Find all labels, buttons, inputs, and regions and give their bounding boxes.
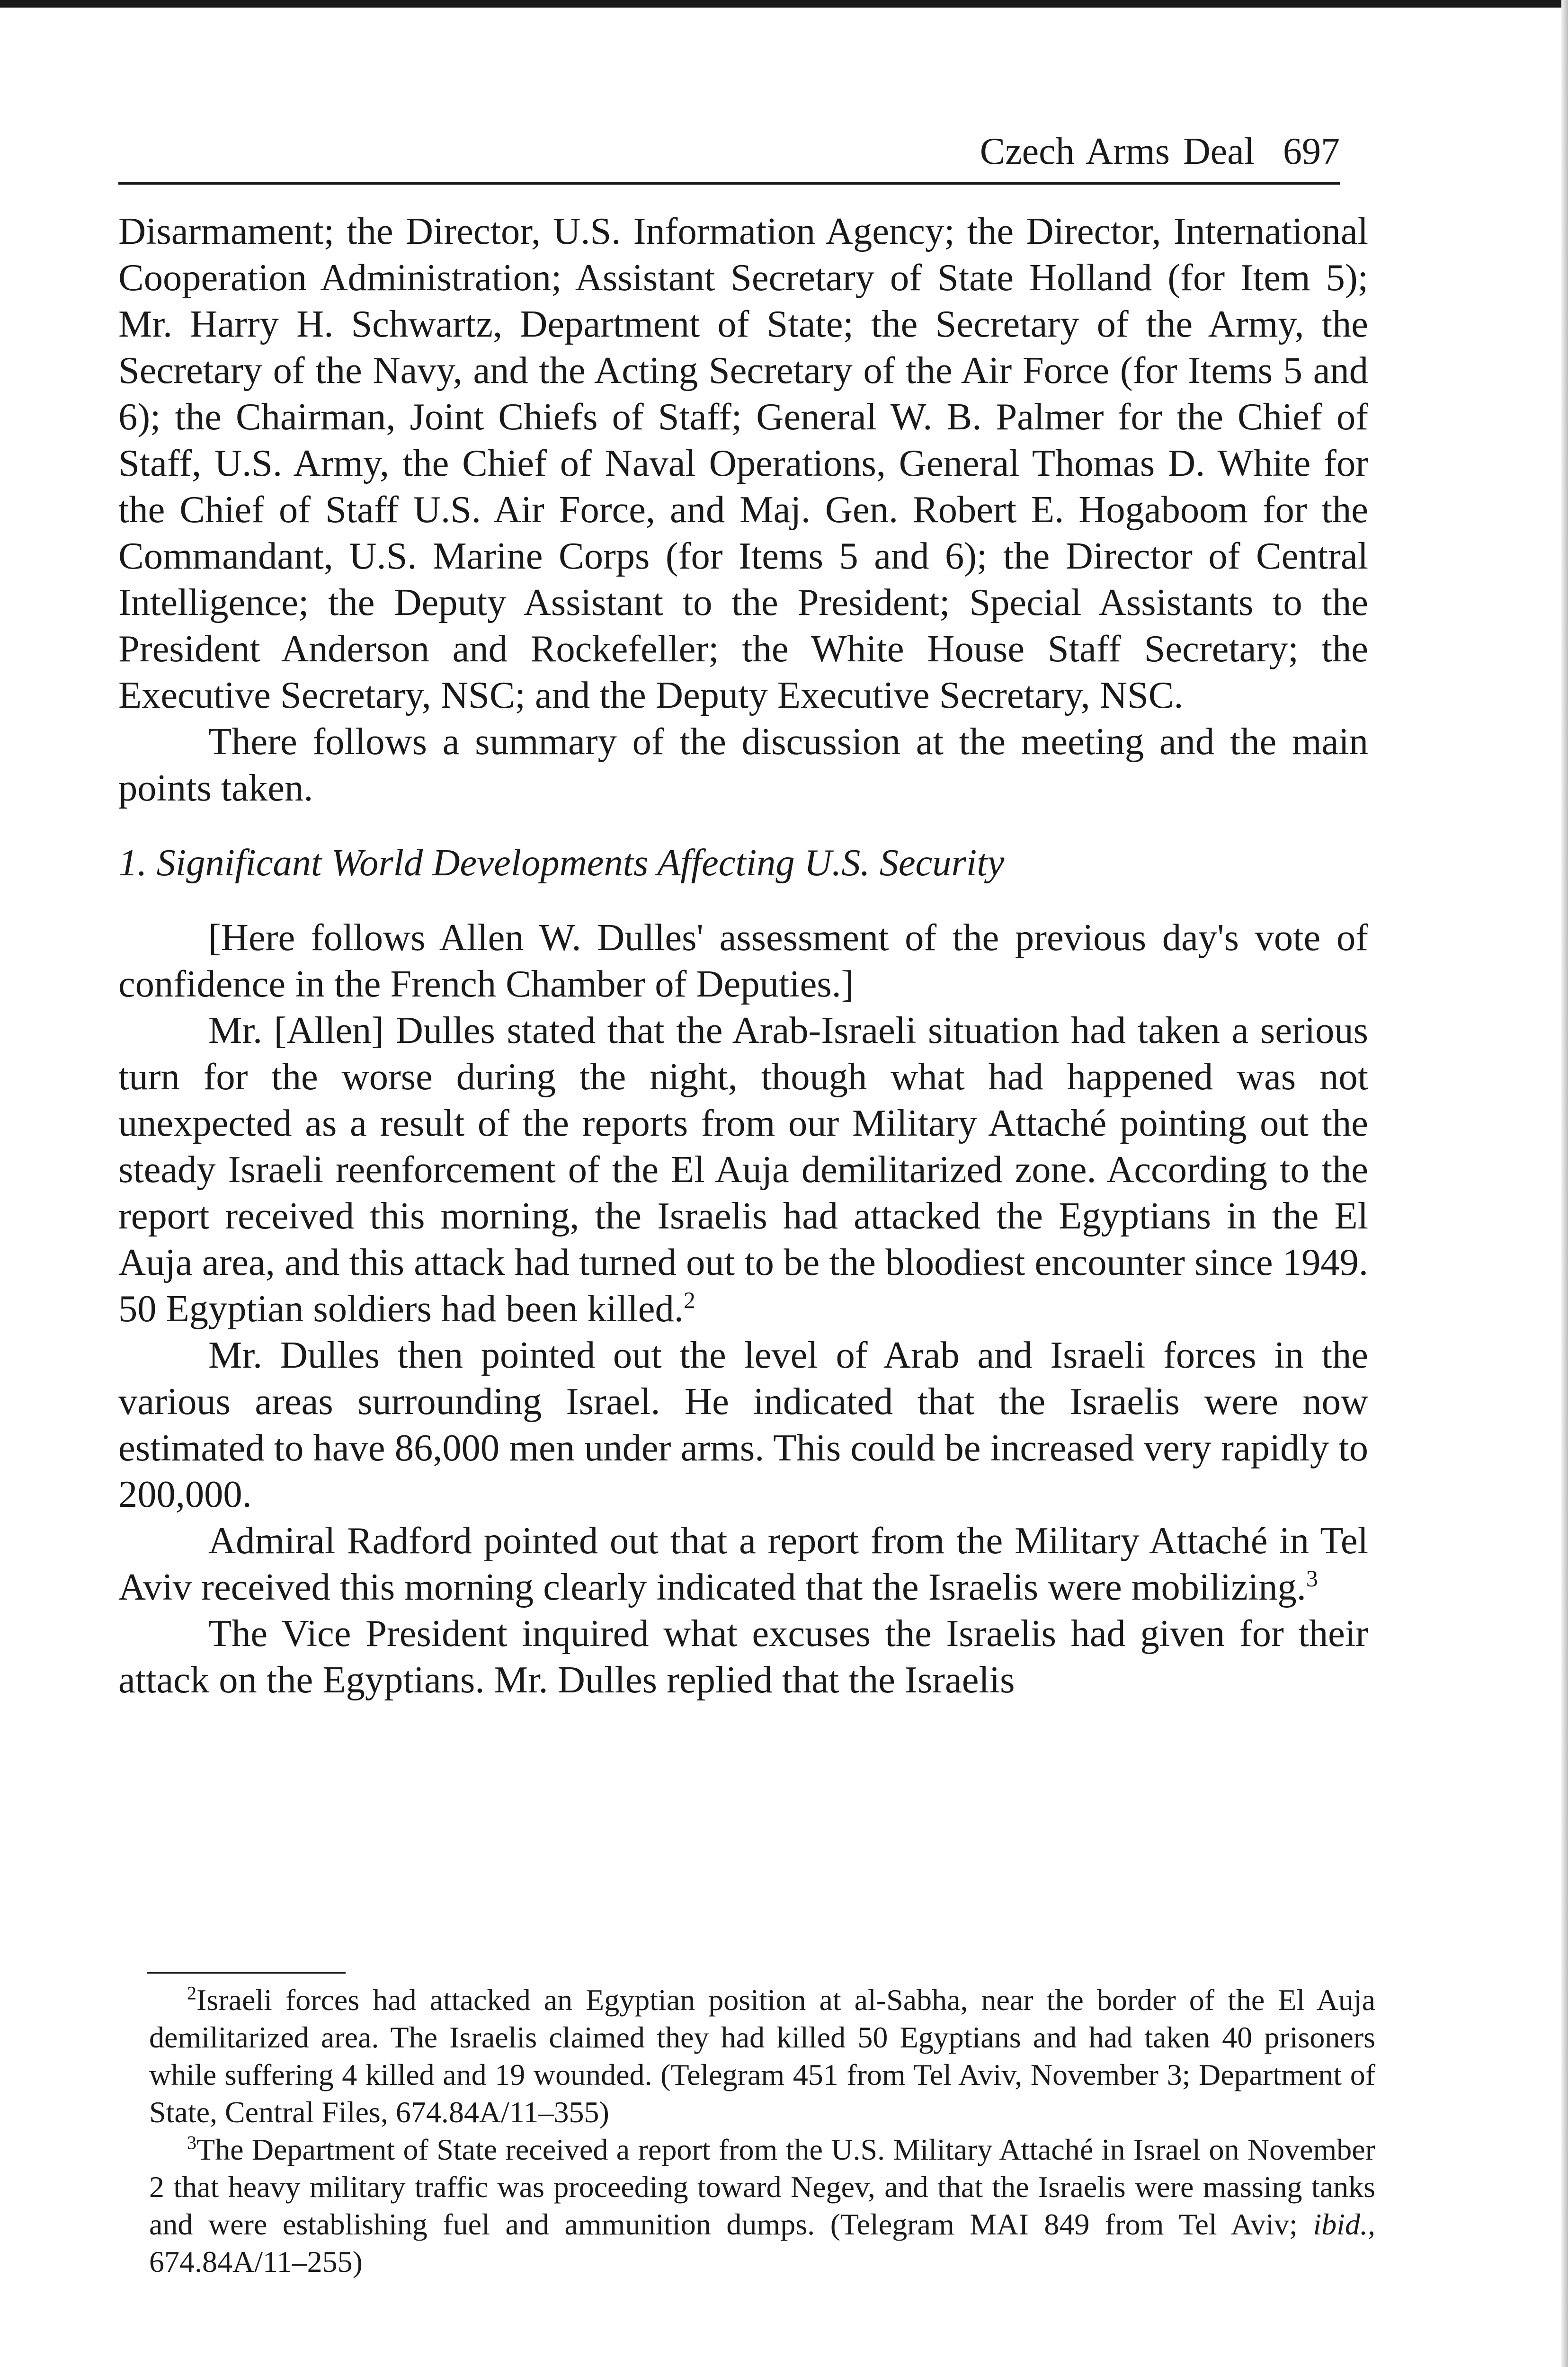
paragraph-attendees: Disarmament; the Director, U.S. Information Agency; the Director, International Cooperation Administration; Assistant Secretary of State Holland (for Item 5); Mr. Harry H. Schwartz, Department of State; the Secretary of the Army, the Secretary of the Navy, and the Acting Secretary of the Air Force (for Items 5 and 6); the Chairman, Joint Chiefs of Staff; General W. B. Palmer for the Chief of Staff, U.S. Army, the Chief of Naval Operations, General Thomas D. White for the Chief of Staff U.S. Air Force, and Maj. Gen. Robert E. Hogaboom for the Commandant, U.S. Marine Corps (for Items 5 and 6); the Director of Central Intelligence; the Deputy Assistant to the President; Special Assistants to the President Anderson and Rockefeller; the White House Staff Secretary; the Executive Secretary, NSC; and the Deputy Executive Secretary, NSC. [118,210,1368,716]
paragraph-radford-text: Admiral Radford pointed out that a report from the Military Attaché in Tel Aviv received this morning clearly indicated that the Israelis were mobilizing. [118,1520,1368,1608]
paragraph-radford [118,1518,1368,1611]
paragraph-summary: There follows a summary of the discussion at the meeting and the main points taken. [118,721,1368,809]
section-heading: 1. Significant World Developments Affecting U.S. Security [118,842,1005,884]
scan-top-edge [0,0,1568,8]
paragraph-vice-president: The Vice President inquired what excuses the Israelis had given for their attack on the Egyptians. Mr. Dulles replied that the Israelis [118,1612,1368,1701]
running-head [980,130,1340,173]
footnote-ref-2: 2 [683,1287,695,1314]
footnote-3-ibid: ibid., [1313,2207,1376,2241]
footnotes [149,1981,1375,2280]
paragraph-editorial-note: [Here follows Allen W. Dulles' assessment of the previous day's vote of confidence in the French Chamber of Deputies.] [118,917,1368,1005]
paragraph-dulles-situation-text: Mr. [Allen] Dulles stated that the Arab-Israeli situation had taken a serious turn for the worse during the night, though what had happened was not unexpected as a result of the reports from our Military Attaché pointing out the steady Israeli reenforcement of the El Auja demilitarized zone. According to the report received this morning, the Israelis had attacked the Egyptians in the El Auja area, and this attack had turned out to be the bloodiest encounter since 1949. 50 Egyptian soldiers had been killed. [118,1009,1368,1330]
page-number: 697 [1283,131,1340,172]
paragraph-dulles-situation [118,1007,1368,1332]
footnote-ref-3: 3 [1306,1565,1318,1592]
footnote-2 [149,1981,1375,2131]
footnote-3-marker: 3 [187,2132,196,2153]
footnote-3 [149,2131,1375,2280]
paragraph-dulles-forces: Mr. Dulles then pointed out the level of Arab and Israeli forces in the various areas surrounding Israel. He indicated that the Israelis were now estimated to have 86,000 men under arms. This could be increased very rapidly to 200,000. [118,1334,1368,1515]
running-title: Czech Arms Deal [980,131,1255,172]
scan-right-edge [1561,0,1568,2367]
footnote-rule [147,1972,346,1974]
page-header [118,128,1340,185]
footnote-2-text: Israeli forces had attacked an Egyptian position at al-Sabha, near the border of the El Auja demilitarized area. The Israelis claimed they had killed 50 Egyptians and had taken 40 prisoners while suffering 4 killed and 19 wounded. (Telegram 451 from Tel Aviv, November 3; Department of State, Central Files, 674.84A/11–355) [149,1983,1375,2129]
body-text [118,208,1368,1703]
footnote-3-text: The Department of State received a report from the U.S. Military Attaché in Israel on November 2 that heavy military traffic was proceeding toward Negev, and that the Israelis were massing tanks and were establishing fuel and ammunition dumps. (Telegram MAI 849 from Tel Aviv; [149,2133,1375,2241]
header-rule [118,182,1340,185]
footnote-3-citation: 674.84A/11–255) [149,2245,363,2278]
footnote-2-marker: 2 [187,1982,196,2004]
